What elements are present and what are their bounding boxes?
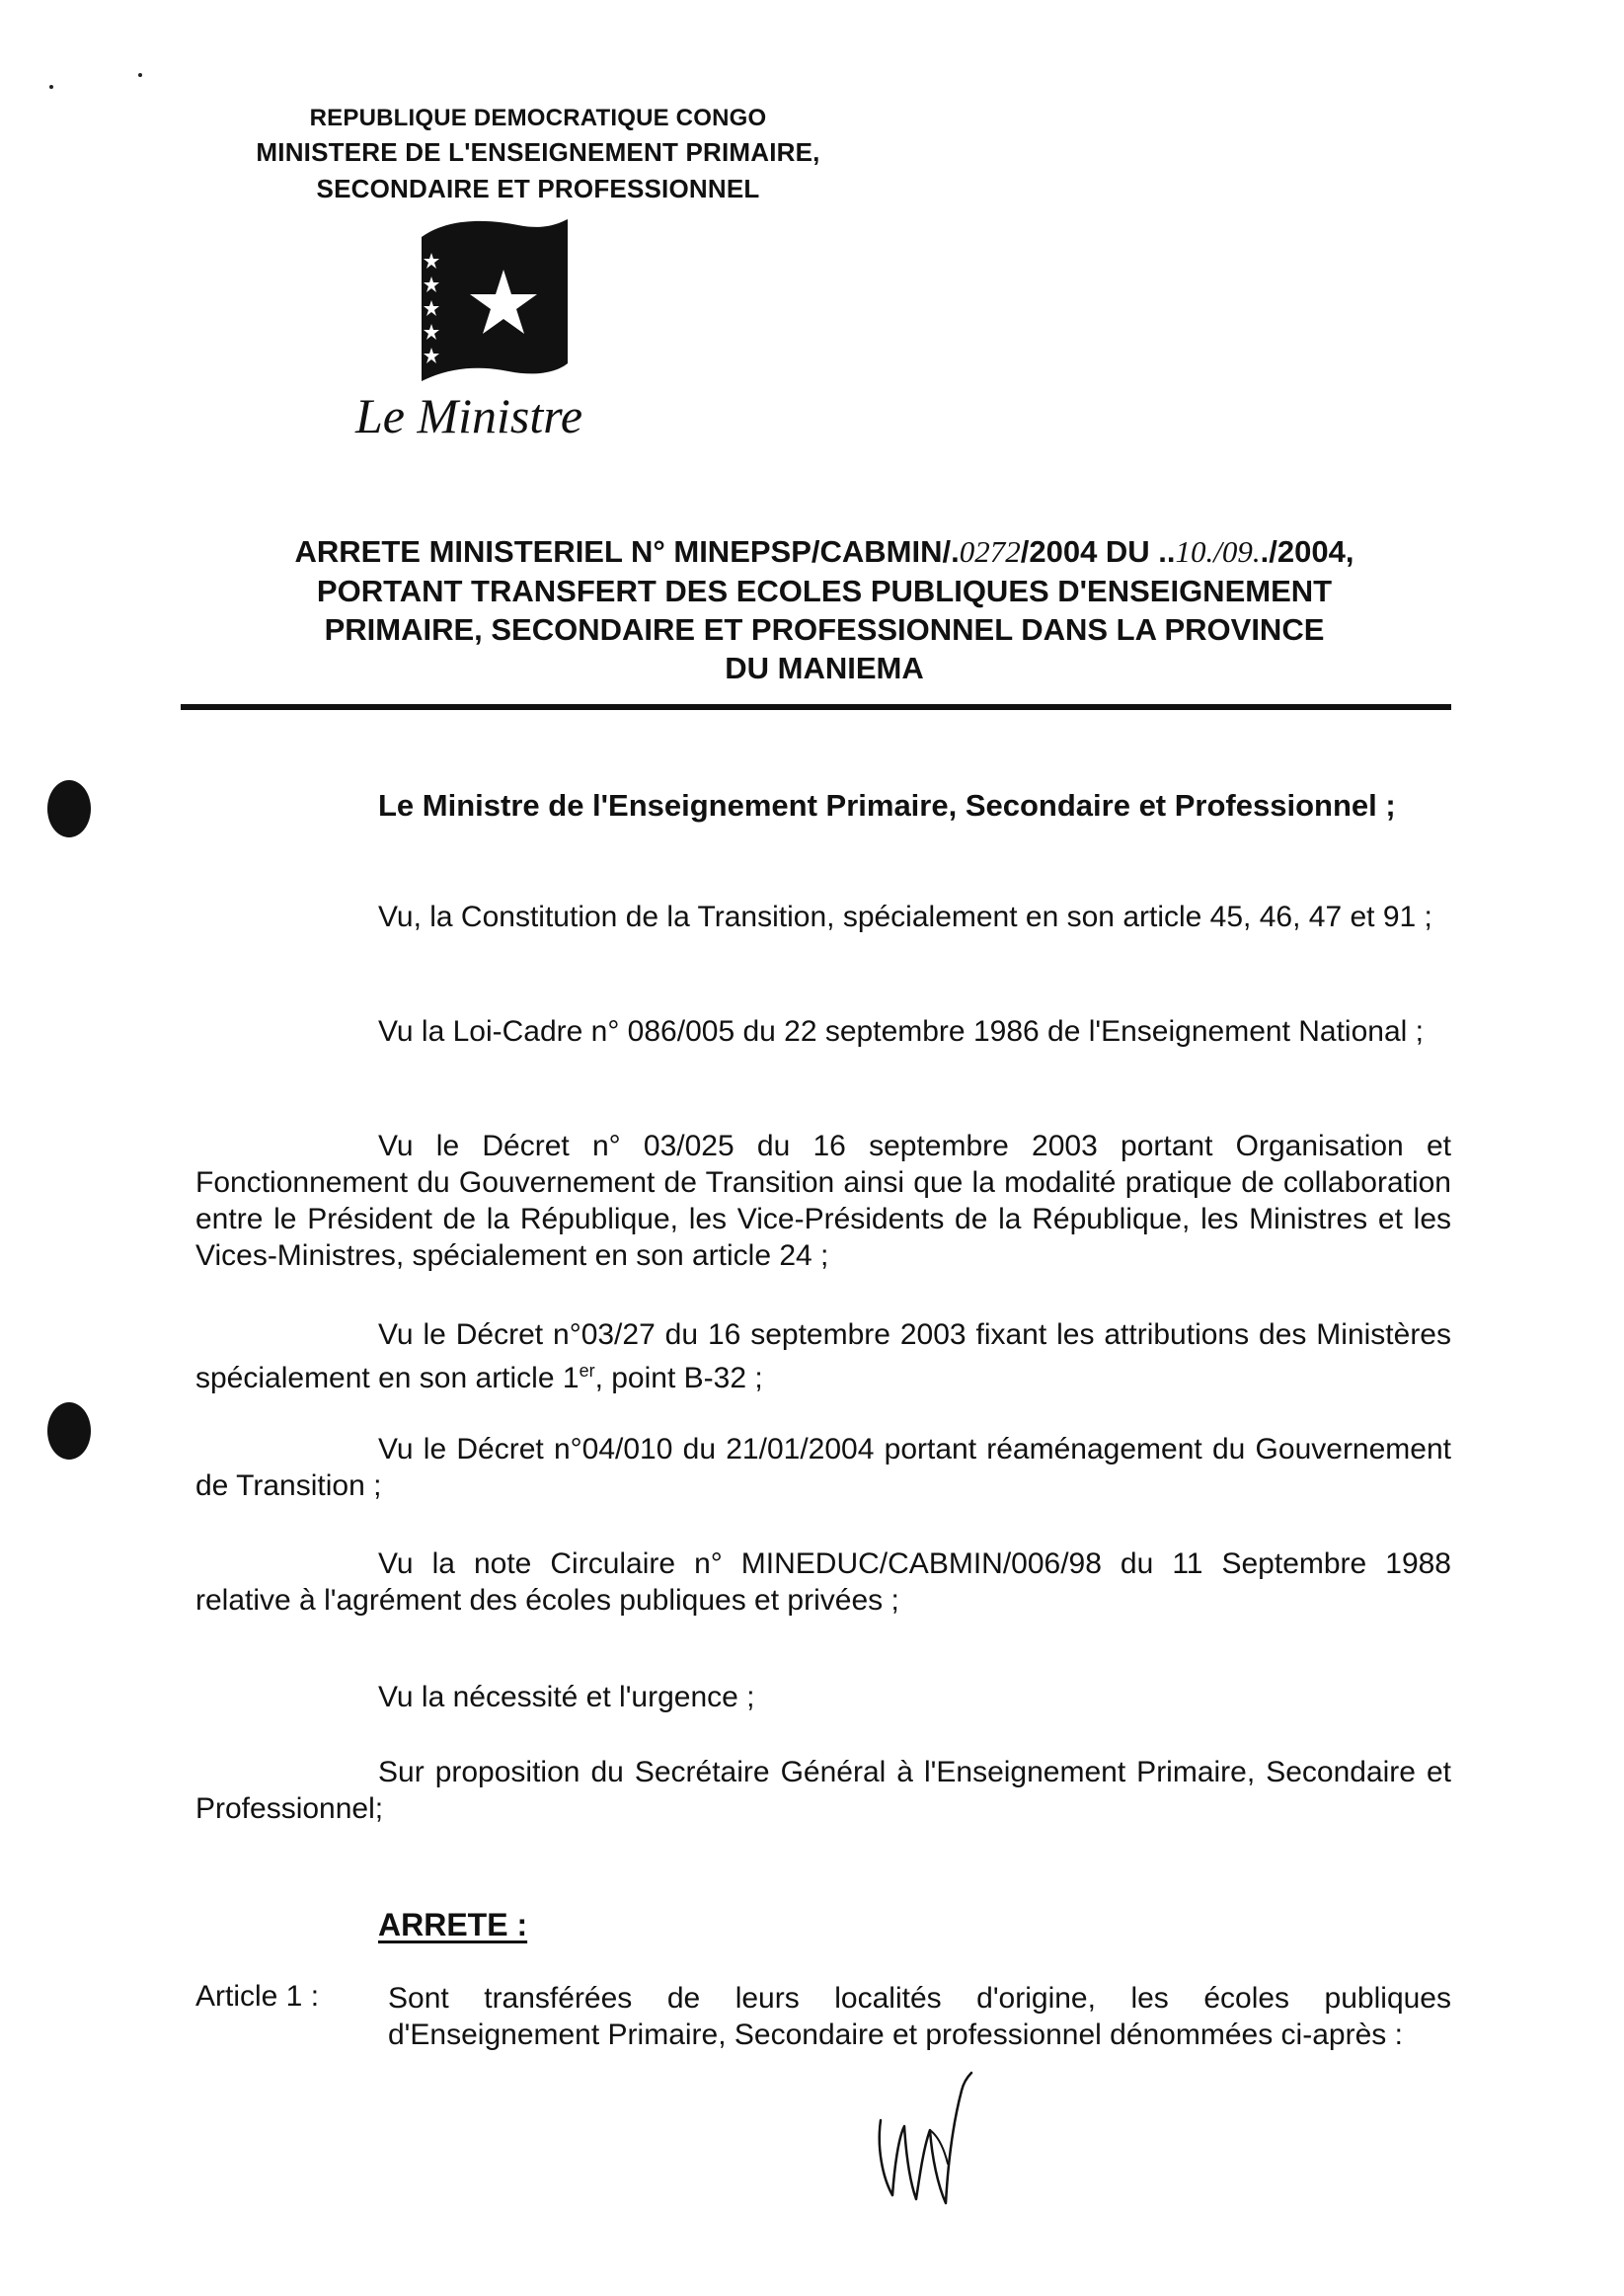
- decree-ref-suffix: ./2004,: [1260, 534, 1354, 569]
- decree-handwritten-date: 10./09.: [1175, 534, 1261, 569]
- handwritten-initials-icon: [869, 2069, 997, 2217]
- title-divider: [181, 704, 1451, 710]
- vu-note-circulaire: Vu la note Circulaire n° MINEDUC/CABMIN/006/98 du 11 Septembre 1988 relative à l'agrément des écoles publiques et privées ;: [195, 1547, 1451, 1617]
- vu-decret-organisation: Vu le Décret n° 03/025 du 16 septembre 2003 portant Organisation et Fonctionnement du Gouvernement de Transition ainsi que la modalité pratique de collaboration entre le Président de la République, les Vice-Présidents de la République, les Ministres et les Vices-Ministres, spécialement en son article 24 ;: [195, 1130, 1451, 1272]
- article-1-text: Sont transférées de leurs localités d'origine, les écoles publiques d'Enseignement Primaire, Secondaire et professionnel dénommées ci-après :: [388, 1982, 1451, 2051]
- country-name: REPUBLIQUE DEMOCRATIQUE CONGO: [309, 105, 767, 131]
- punch-hole-icon: [47, 780, 91, 837]
- vu-loi-cadre: Vu la Loi-Cadre n° 086/005 du 22 septembre 1986 de l'Enseignement National ;: [378, 1015, 1424, 1048]
- decree-reference: [183, 533, 1466, 571]
- article-1-label: Article 1 :: [195, 1980, 320, 2013]
- sur-proposition: Sur proposition du Secrétaire Général à l'Enseignement Primaire, Secondaire et Professionnel;: [195, 1756, 1451, 1825]
- decree-title-line3: PRIMAIRE, SECONDAIRE ET PROFESSIONNEL DANS LA PROVINCE: [324, 612, 1325, 647]
- vu-decret-reamenagement: Vu le Décret n°04/010 du 21/01/2004 portant réaménagement du Gouvernement de Transition ;: [195, 1433, 1451, 1502]
- vu-constitution: Vu, la Constitution de la Transition, spécialement en son article 45, 46, 47 et 91 ;: [378, 901, 1432, 933]
- arrete-heading: ARRETE :: [378, 1907, 528, 1942]
- scan-specks: [39, 59, 158, 99]
- drc-flag-emblem-icon: [410, 215, 578, 388]
- ministry-name-line1: MINISTERE DE L'ENSEIGNEMENT PRIMAIRE,: [256, 137, 820, 167]
- decree-ref-middle: /2004 DU ..: [1020, 534, 1176, 569]
- signature-title: Le Ministre: [355, 388, 583, 443]
- decree-ref-prefix: ARRETE MINISTERIEL N° MINEPSP/CABMIN/.: [294, 534, 960, 569]
- preamble-intro: Le Ministre de l'Enseignement Primaire, Secondaire et Professionnel ;: [378, 788, 1396, 823]
- decree-title-line4: DU MANIEMA: [725, 651, 924, 685]
- ministry-name-line2: SECONDAIRE ET PROFESSIONNEL: [316, 174, 760, 203]
- vu-necessite: Vu la nécessité et l'urgence ;: [378, 1681, 755, 1713]
- decree-handwritten-number: 0272: [959, 534, 1021, 569]
- punch-hole-icon: [47, 1402, 91, 1460]
- decree-title-line2: PORTANT TRANSFERT DES ECOLES PUBLIQUES D'ENSEIGNEMENT: [316, 574, 1333, 608]
- vu-decret-attributions: Vu le Décret n°03/27 du 16 septembre 2003 fixant les attributions des Ministères spécialement en son article 1er, point B-32 ;: [195, 1318, 1451, 1394]
